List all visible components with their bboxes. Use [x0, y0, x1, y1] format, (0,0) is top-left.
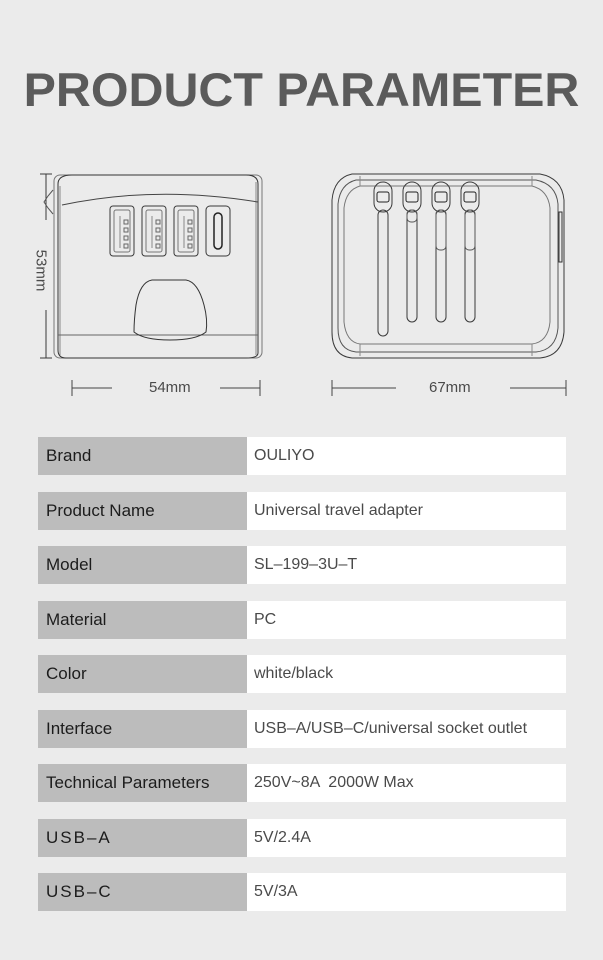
plug-slider-aus: [461, 182, 479, 322]
spec-label: Model: [38, 546, 247, 584]
spec-row-usb-c: [38, 873, 566, 911]
spec-label: USB–C: [38, 873, 247, 911]
spec-row-material: [38, 601, 566, 639]
socket-opening: [134, 280, 207, 340]
spec-value: 250V~8A 2000W Max: [247, 764, 566, 802]
spec-value: Universal travel adapter: [247, 492, 566, 530]
plug-slider-us: [432, 182, 450, 322]
page-title: PRODUCT PARAMETER: [23, 63, 580, 116]
spec-row-technical-parameters: [38, 764, 566, 802]
side-view-drawing: [330, 172, 570, 362]
spec-row-usb-a: [38, 819, 566, 857]
front-width-label: 54mm: [149, 379, 191, 396]
spec-label: Product Name: [38, 492, 247, 530]
spec-row-brand: [38, 437, 566, 475]
spec-table: [38, 437, 566, 928]
spec-value: OULIYO: [247, 437, 566, 475]
spec-value: 5V/3A: [247, 873, 566, 911]
plug-slider-uk: [403, 182, 421, 322]
usb-a-port-3: [174, 206, 198, 256]
spec-value: PC: [247, 601, 566, 639]
spec-label: Material: [38, 601, 247, 639]
usb-a-port-2: [142, 206, 166, 256]
usb-c-port: [206, 206, 230, 256]
spec-label: USB–A: [38, 819, 247, 857]
spec-label: Technical Parameters: [38, 764, 247, 802]
height-dimension-label: 53mm: [32, 249, 50, 292]
spec-value: USB–A/USB–C/universal socket outlet: [247, 710, 566, 748]
spec-label: Color: [38, 655, 247, 693]
spec-row-interface: [38, 710, 566, 748]
side-width-label: 67mm: [429, 379, 471, 396]
spec-row-product-name: [38, 492, 566, 530]
plug-slider-eu: [374, 182, 392, 336]
spec-label: Brand: [38, 437, 247, 475]
front-view-drawing: [36, 170, 276, 410]
spec-row-color: [38, 655, 566, 693]
usb-a-port-1: [110, 206, 134, 256]
spec-row-model: [38, 546, 566, 584]
spec-value: SL–199–3U–T: [247, 546, 566, 584]
spec-value: white/black: [247, 655, 566, 693]
spec-label: Interface: [38, 710, 247, 748]
spec-value: 5V/2.4A: [247, 819, 566, 857]
